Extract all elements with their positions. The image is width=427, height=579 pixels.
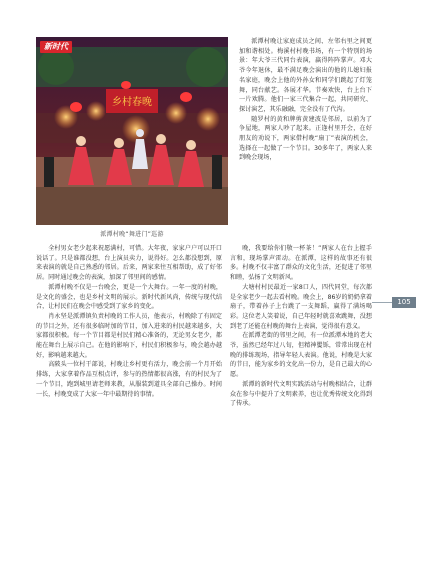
paragraph: 派潭村晚让家庭成员之间、左邻右里之间更加和谐相处。梅溪村村晚书场，有一个特别的场景：年大爷三代同台表演，赢得阵阵掌声。邓大爷今年退休，最不满足晚会演出的他的儿媳妇报名家庭，晚会上他的外孙女和同学们跳起了灯笼舞，同台献艺。各展才华。节奏欢快，台上台下一片欢腾。他们一家三代集合一起，共同研究、探讨演艺，其乐融融，完全没有了代沟。 (239, 38, 372, 113)
paragraph: 派潭的新时代文明实践活动与村晚相结合，让群众在参与中提升了文明素养，也让优秀传统文化得到了传承。 (230, 380, 372, 408)
section-badge: 新时代 (40, 41, 72, 53)
right-top-column (239, 37, 372, 163)
page-number: 105 (392, 297, 416, 308)
photo-caption: 派潭村晚“舞进门”巡游 (100, 231, 164, 238)
festival-photo (36, 37, 228, 225)
paragraph: 随罗村的黄和牌剪黄建波是邻居，以前为了争屋地，两家人吵了起来。正逢村里开会，在好朋友的劝说下，两家借村晚“扇丁”表演的机会，选择在一起做了一个节目。30多年了，两家人来到晚会现场， (239, 115, 372, 162)
paragraph: 在派潭老街的邻里之间，有一位派潭本地的老大爷，虽然已经年过八旬，但精神矍铄，常常出现在村晚的排练现场，指导年轻人表演。他说，村晚是大家的节日，能为家乡的文化出一份力，是自己最大的心愿。 (230, 332, 372, 379)
right-column (230, 244, 372, 409)
festival-photo-illustration (36, 37, 228, 225)
stage-banner: 乡村春晚 (112, 97, 152, 108)
left-column (36, 244, 222, 399)
paragraph: 肖永坚是派潭镇负责村晚的工作人员，他表示，村晚除了有固定的节目之外，还有很多临时加的节目，加入进来的村民越来越多，大家都很积极。每一个节目都是村民们精心准备的，无论男女老少，都能在舞台上展示自己。在他的影响下，村民们积极参与，晚会越办越好，影响越来越大。 (36, 312, 222, 359)
paragraph: 晚，我要给你们敬一杯茶！”两家人在台上握手言和，现场掌声雷动。在派潭，这样的故事还有很多。村晚不仅丰富了群众的文化生活，还促进了邻里和睦，弘扬了文明新风。 (230, 245, 372, 282)
paragraph: 大塘村村民最近一家8口人，四代同堂，每次都是全家老少一起去看村晚。晚会上，86岁的奶奶拿着扇子，带着孙子上台跳了一支舞蹈，赢得了满场喝彩。这位老人笑着说，自己年轻时就喜欢跳舞，没想到老了还能在村晚的舞台上表演，觉得很有意义。 (230, 283, 372, 330)
paragraph: 高陂头一位村干部说，村晚让乡村更有活力，晚会前一个月开始排练，大家拿着作品互相点评，参与的热情都很高涨，有的村民为了一个节目，跑到城里请老师来教，从服装到道具全部自己操办。时间一长，村晚变成了大家一年中最期待的事情。 (36, 361, 222, 398)
paragraph: 全村男女老少起来祝愿满村，可惜。大年夜，家家户户可以开口说话了。只是谁都没想，台上演员卖力，说得好。怎么都没想到，原来表演的就是自己熟悉的邻居。后来，两家来往互相帮助，成了好邻居。同时通过晚会的表演，加深了邻里间的感情。 (36, 245, 222, 282)
paragraph: 派潭村晚不仅是一台晚会，更是一个大舞台。一年一度的村晚，是文化的盛会，也是乡村文明的展示。新时代新风尚，传统与现代结合，让村民们在晚会中感受到了家乡的变化。 (36, 283, 222, 311)
page-number-rule (372, 302, 392, 303)
